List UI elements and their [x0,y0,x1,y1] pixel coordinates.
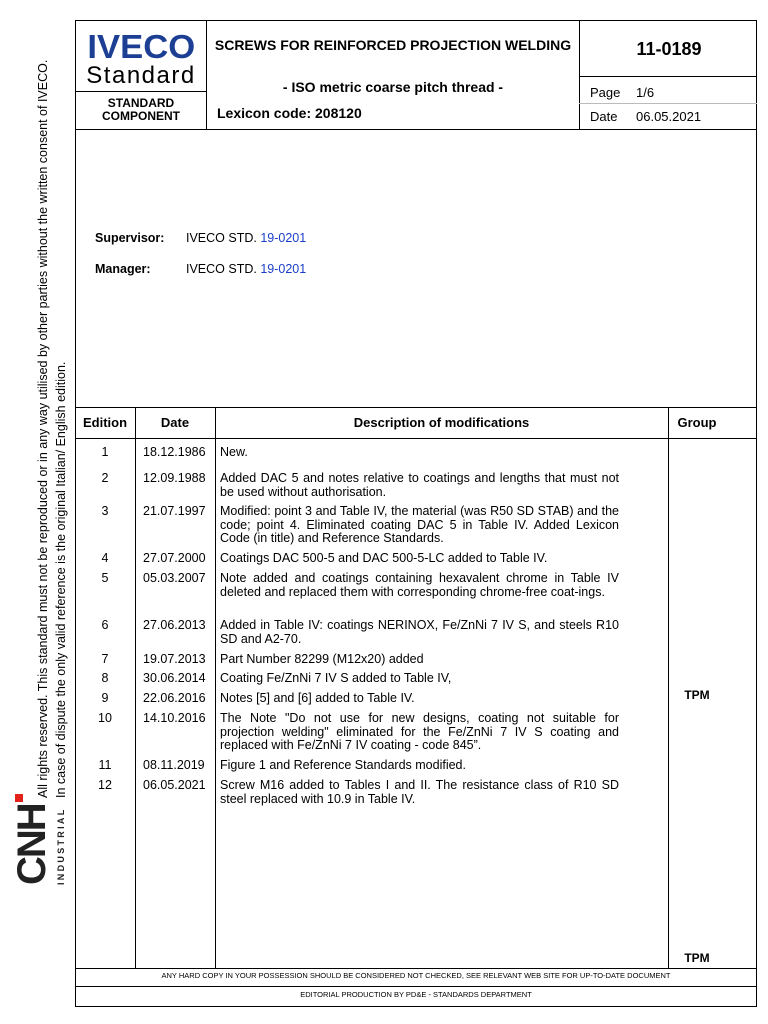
date-label: Date [590,109,618,124]
row-6-description: Added in Table IV: coatings NERINOX, Fe/ZnNi 7 IV S, and steels R10 SD and A2-70. [220,618,619,646]
component-type [76,97,206,123]
column-header-group: Group [677,415,717,430]
group-value-1: TPM [684,688,710,702]
dispute-note: In case of dispute the only valid reference is the original Italian/ English edition. [54,361,68,798]
row-1-date: 18.12.1986 [143,445,206,459]
table-divider-date [215,407,216,968]
row-1-edition: 1 [101,445,109,459]
document-number: 11-0189 [636,39,702,59]
cnh-logo-subtitle: INDUSTRIAL [56,807,66,885]
row-11-date: 08.11.2019 [143,758,205,772]
group-value-2: TPM [684,951,710,965]
row-4-date: 27.07.2000 [143,551,206,565]
row-9-edition: 9 [101,691,109,705]
footer-bottom-border [75,1006,757,1007]
column-header-date: Date [160,415,190,430]
table-header-border [75,438,757,439]
supervisor-label: Supervisor: [95,231,165,245]
supervisor-value [186,231,306,245]
footer-middle-border [75,986,757,987]
row-9-date: 22.06.2016 [143,691,206,705]
supervisor-reference-link[interactable]: 19-0201 [260,231,307,245]
table-divider-edition [135,407,136,968]
row-9-description: Notes [5] and [6] added to Table IV. [220,691,415,705]
row-7-description: Part Number 82299 (M12x20) added [220,652,424,666]
row-5-date: 05.03.2007 [143,571,206,585]
row-5-edition: 5 [101,571,109,585]
row-4-edition: 4 [101,551,109,565]
document-subtitle: - ISO metric coarse pitch thread - [282,79,504,95]
table-top-border [75,407,757,408]
cnh-logo-letters: CNH [10,804,54,885]
document-title: SCREWS FOR REINFORCED PROJECTION WELDING [214,37,572,53]
iveco-brand-mark: IVECO [87,28,195,65]
row-11-edition: 11 [98,758,112,772]
row-8-edition: 8 [101,671,109,685]
page-value: 1/6 [636,85,655,100]
page-label: Page [590,85,621,100]
copyright-note: All rights reserved. This standard must not be reproduced or in any way utilised by other parties without the written consent of IVECO. [36,59,50,798]
row-3-date: 21.07.1997 [143,504,206,518]
row-7-edition: 7 [101,652,109,666]
row-10-description: The Note "Do not use for new designs, coating not suitable for projection welding" eliminated for the Fe/ZnNi 7 IV S coating and replaced with Fe/ZnNi 7 IV coating - code 845”. [220,711,619,752]
component-line-1: STANDARD [107,96,175,110]
cnh-logo-red-square [15,794,23,802]
iveco-standard-logo [82,28,200,89]
row-6-date: 27.06.2013 [143,618,206,632]
row-12-description: Screw M16 added to Tables I and II. The resistance class of R10 SD steel replaced with 10.9 in Table IV. [220,778,619,806]
row-11-description: Figure 1 and Reference Standards modified. [220,758,466,772]
standard-wordmark: Standard [86,62,196,89]
row-7-date: 19.07.2013 [143,652,206,666]
date-value: 06.05.2021 [636,109,702,124]
lexicon-code: Lexicon code: 208120 [217,105,362,121]
row-5-description: Note added and coatings containing hexavalent chrome in Table IV deleted and replaced them with corresponding chrome-free coat-ings. [220,571,619,599]
row-4-description: Coatings DAC 500-5 and DAC 500-5-LC added to Table IV. [220,551,548,565]
document-header [75,20,757,130]
row-12-edition: 12 [98,778,112,792]
row-3-edition: 3 [101,504,109,518]
row-3-description: Modified: point 3 and Table IV, the material (was R50 SD STAB) and the code; point 4. Eliminated coating DAC 5 in Table IV. Added Lexicon Code (in title) and Reference Standards. [220,504,619,545]
row-10-edition: 10 [98,711,112,725]
document-body-frame [75,130,757,1007]
column-header-edition: Edition [82,415,128,430]
row-10-date: 14.10.2016 [143,711,206,725]
footer-top-border [75,968,757,969]
manager-value [186,262,306,276]
row-8-description: Coating Fe/ZnNi 7 IV S added to Table IV, [220,671,452,685]
row-2-date: 12.09.1988 [143,471,206,485]
row-2-edition: 2 [101,471,109,485]
footer-hardcopy-notice: ANY HARD COPY IN YOUR POSSESSION SHOULD BE CONSIDERED NOT CHECKED, SEE RELEVANT WEB SITE FOR UP-TO-DATE DOCUMENT [161,971,671,980]
row-1-description: New. [220,445,248,459]
row-2-description: Added DAC 5 and notes relative to coatings and lengths that must not be used without authorisation. [220,471,619,499]
column-header-description: Description of modifications [353,415,530,430]
cnh-industrial-logo [12,785,72,885]
manager-reference-link[interactable]: 19-0201 [260,262,307,276]
supervisor-prefix: IVECO STD. [186,231,257,245]
component-line-2: COMPONENT [102,109,180,123]
row-6-edition: 6 [101,618,109,632]
footer-editorial-notice: EDITORIAL PRODUCTION BY PD&E - STANDARDS DEPARTMENT [300,990,532,999]
manager-prefix: IVECO STD. [186,262,257,276]
row-12-date: 06.05.2021 [143,778,206,792]
row-8-date: 30.06.2014 [143,671,206,685]
manager-label: Manager: [95,262,151,276]
